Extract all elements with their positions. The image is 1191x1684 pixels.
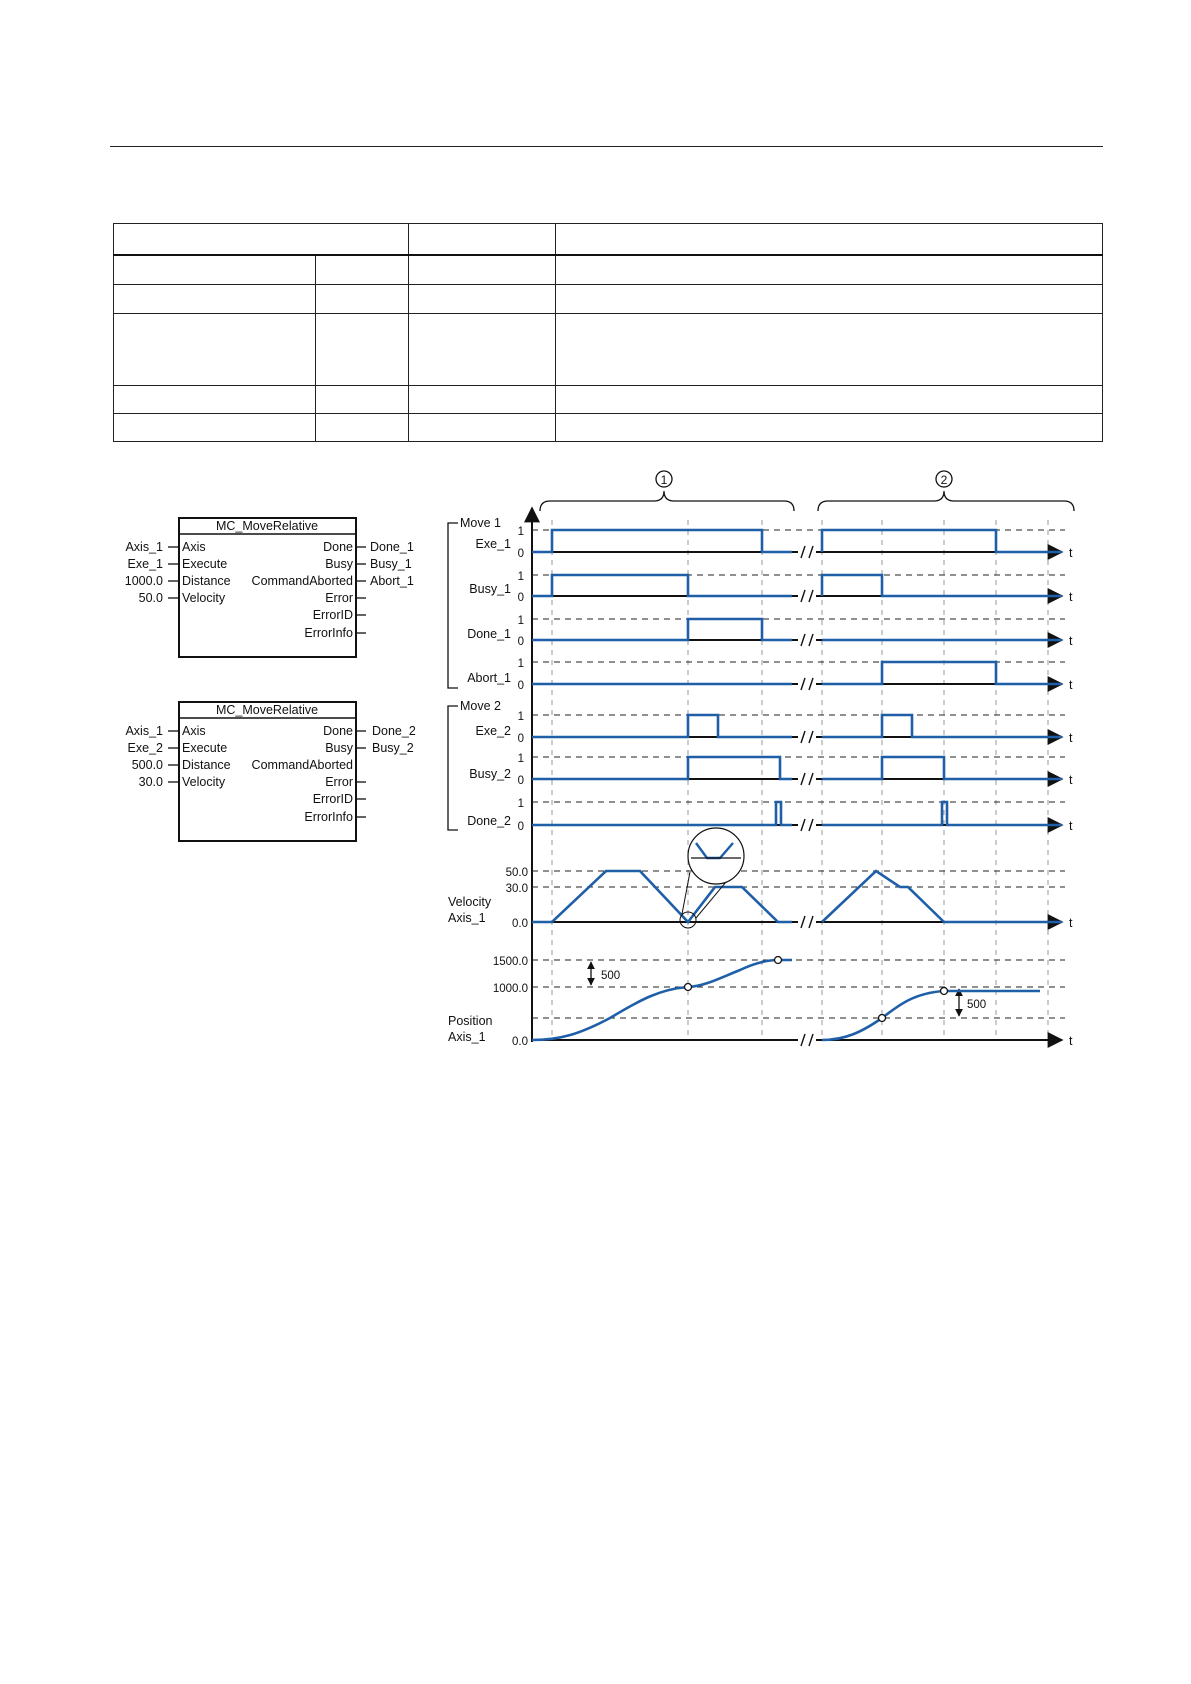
time-axis-label: t — [1069, 634, 1073, 648]
time-break-icon — [798, 633, 816, 647]
signal-level-low: 0 — [517, 733, 524, 745]
table-cell — [316, 314, 409, 386]
signal-level-high: 1 — [517, 571, 524, 583]
header-rule — [110, 146, 1103, 147]
group-label: Move 2 — [460, 699, 501, 713]
fb2-output-value: Done_2 — [372, 724, 416, 738]
phase-marker-2 — [818, 471, 1074, 511]
fb2-input-param: Axis — [182, 724, 206, 738]
table-cell — [316, 255, 409, 285]
time-axis-label: t — [1069, 819, 1073, 833]
fb1-output-value: Abort_1 — [370, 574, 414, 588]
table-row — [114, 255, 1103, 285]
marker-label: 2 — [940, 473, 948, 487]
fb1-input-value: 1000.0 — [124, 574, 163, 588]
table-cell — [556, 314, 1103, 386]
table-cell — [556, 255, 1103, 285]
function-block-1 — [125, 518, 414, 657]
signal-exe-2 — [476, 711, 1073, 745]
group-bracket — [448, 706, 458, 830]
fb1-output-value: Busy_1 — [370, 557, 412, 571]
table-cell — [114, 386, 316, 414]
table-cell — [114, 285, 316, 314]
signal-label: Exe_1 — [475, 537, 511, 551]
fb1-input-param: Velocity — [182, 591, 226, 605]
table-cell — [316, 386, 409, 414]
zoom-leader — [682, 872, 690, 914]
signal-busy-2 — [469, 753, 1073, 787]
time-break-icon — [798, 545, 816, 559]
signal-waveform — [532, 619, 1062, 640]
marker-label: 1 — [660, 473, 668, 487]
time-axis-label: t — [1069, 731, 1073, 745]
fb2-title: MC_MoveRelative — [215, 703, 319, 717]
signal-done-1 — [467, 615, 1073, 648]
signal-level-high: 1 — [517, 753, 524, 765]
signal-label: Done_2 — [467, 814, 511, 828]
velocity-tick: 30.0 — [505, 883, 528, 895]
group-label: Move 1 — [460, 516, 501, 530]
table-cell — [409, 414, 556, 442]
table-cell — [556, 414, 1103, 442]
phase-1-brace — [540, 491, 794, 511]
fb1-output-param: Done — [323, 540, 353, 554]
fb2-input-param: Execute — [182, 741, 228, 755]
table-cell — [556, 386, 1103, 414]
time-break-icon — [798, 589, 816, 603]
signal-level-low: 0 — [517, 636, 524, 648]
signal-level-low: 0 — [517, 548, 524, 560]
position-tick: 1500.0 — [492, 956, 528, 968]
timing-diagram-figure — [0, 455, 1191, 1055]
fb1-title: MC_MoveRelative — [215, 519, 319, 533]
fb1-input-value: Exe_1 — [127, 557, 163, 571]
position-point — [941, 988, 948, 995]
table-header-row — [114, 224, 1103, 255]
table-cell — [409, 386, 556, 414]
time-axis-label: t — [1069, 916, 1073, 930]
signal-waveform — [532, 530, 1062, 552]
velocity-curve — [532, 871, 1062, 922]
position-tick: 0.0 — [512, 1036, 528, 1048]
signal-waveform — [532, 715, 1062, 737]
signal-level-low: 0 — [517, 592, 524, 604]
table-row — [114, 314, 1103, 386]
position-point — [685, 984, 692, 991]
velocity-label: Velocity — [448, 895, 492, 909]
signal-level-high: 1 — [517, 658, 524, 670]
signal-level-low: 0 — [517, 680, 524, 692]
signal-waveform — [532, 802, 1062, 825]
timing-chart — [448, 471, 1074, 1048]
position-point — [775, 957, 782, 964]
table-cell — [409, 255, 556, 285]
table-row — [114, 386, 1103, 414]
table-cell — [556, 285, 1103, 314]
fb1-input-param: Distance — [182, 574, 231, 588]
parameter-table — [113, 223, 1103, 442]
fb2-input-param: Velocity — [182, 775, 226, 789]
table-cell — [409, 314, 556, 386]
table-cell — [409, 285, 556, 314]
time-axis-label: t — [1069, 546, 1073, 560]
time-break-symbols — [798, 545, 816, 1047]
position-curve-2 — [822, 991, 1040, 1040]
fb2-input-value: 30.0 — [138, 775, 163, 789]
fb1-input-value: 50.0 — [138, 591, 163, 605]
table-cell — [114, 314, 316, 386]
fb1-output-param: ErrorInfo — [304, 626, 353, 640]
table-cell — [316, 414, 409, 442]
signal-busy-1 — [469, 571, 1073, 604]
position-label: Position — [448, 1014, 493, 1028]
fb2-output-param: Busy — [325, 741, 353, 755]
signal-label: Abort_1 — [467, 671, 511, 685]
signal-level-high: 1 — [517, 711, 524, 723]
fb2-output-param: CommandAborted — [251, 758, 353, 772]
fb1-input-value: Axis_1 — [125, 540, 163, 554]
time-axis-label: t — [1069, 773, 1073, 787]
fb1-output-param: Error — [325, 591, 353, 605]
fb2-output-param: Done — [323, 724, 353, 738]
signal-exe-1 — [476, 526, 1073, 560]
velocity-tick: 0.0 — [512, 918, 528, 930]
fb1-input-param: Axis — [182, 540, 206, 554]
position-curve-1 — [532, 960, 792, 1040]
time-break-icon — [798, 730, 816, 744]
fb2-input-value: Axis_1 — [125, 724, 163, 738]
signal-level-high: 1 — [517, 526, 524, 538]
time-axis-label: t — [1069, 678, 1073, 692]
phase-marker-1 — [540, 471, 794, 511]
time-break-icon — [798, 818, 816, 832]
position-point — [879, 1015, 886, 1022]
signal-waveform — [532, 662, 1062, 684]
signal-waveform — [532, 757, 1062, 779]
table-row — [114, 414, 1103, 442]
signal-level-high: 1 — [517, 615, 524, 627]
time-break-icon — [798, 915, 816, 929]
table-cell — [114, 224, 409, 255]
fb2-output-param: Error — [325, 775, 353, 789]
fb2-output-value: Busy_2 — [372, 741, 414, 755]
table-row — [114, 285, 1103, 314]
signal-label: Exe_2 — [475, 724, 511, 738]
group-bracket — [448, 523, 458, 688]
fb2-output-param: ErrorID — [312, 792, 353, 806]
signal-level-low: 0 — [517, 821, 524, 833]
phase-2-brace — [818, 491, 1074, 511]
delta-label: 500 — [967, 999, 987, 1011]
position-label: Axis_1 — [448, 1030, 486, 1044]
signal-level-low: 0 — [517, 775, 524, 787]
time-break-icon — [798, 1033, 816, 1047]
fb2-output-param: ErrorInfo — [304, 810, 353, 824]
fb2-input-value: 500.0 — [131, 758, 163, 772]
fb1-output-param: ErrorID — [312, 608, 353, 622]
signal-label: Busy_2 — [469, 767, 511, 781]
signal-label: Done_1 — [467, 627, 511, 641]
fb1-output-param: CommandAborted — [251, 574, 353, 588]
position-tick: 1000.0 — [492, 983, 528, 995]
velocity-tick: 50.0 — [505, 867, 528, 879]
time-break-icon — [798, 772, 816, 786]
group-move-2 — [448, 699, 501, 830]
fb2-input-value: Exe_2 — [127, 741, 163, 755]
position-plot — [448, 956, 1073, 1048]
fb1-input-param: Execute — [182, 557, 228, 571]
time-break-icon — [798, 677, 816, 691]
fb1-output-value: Done_1 — [370, 540, 414, 554]
signal-done-2 — [467, 798, 1073, 833]
signal-waveform — [532, 575, 1062, 596]
fb1-output-param: Busy — [325, 557, 353, 571]
signal-abort-1 — [467, 658, 1073, 692]
table-cell — [114, 414, 316, 442]
signal-level-high: 1 — [517, 798, 524, 810]
function-block-2 — [125, 702, 415, 841]
time-axis-label: t — [1069, 590, 1073, 604]
delta-label: 500 — [601, 970, 621, 982]
table-cell — [114, 255, 316, 285]
fb2-input-param: Distance — [182, 758, 231, 772]
time-axis-label: t — [1069, 1034, 1073, 1048]
zoom-lens — [688, 828, 744, 884]
signal-label: Busy_1 — [469, 582, 511, 596]
table-cell — [409, 224, 556, 255]
table-cell — [316, 285, 409, 314]
velocity-label: Axis_1 — [448, 911, 486, 925]
velocity-plot — [448, 828, 1073, 930]
table-cell — [556, 224, 1103, 255]
